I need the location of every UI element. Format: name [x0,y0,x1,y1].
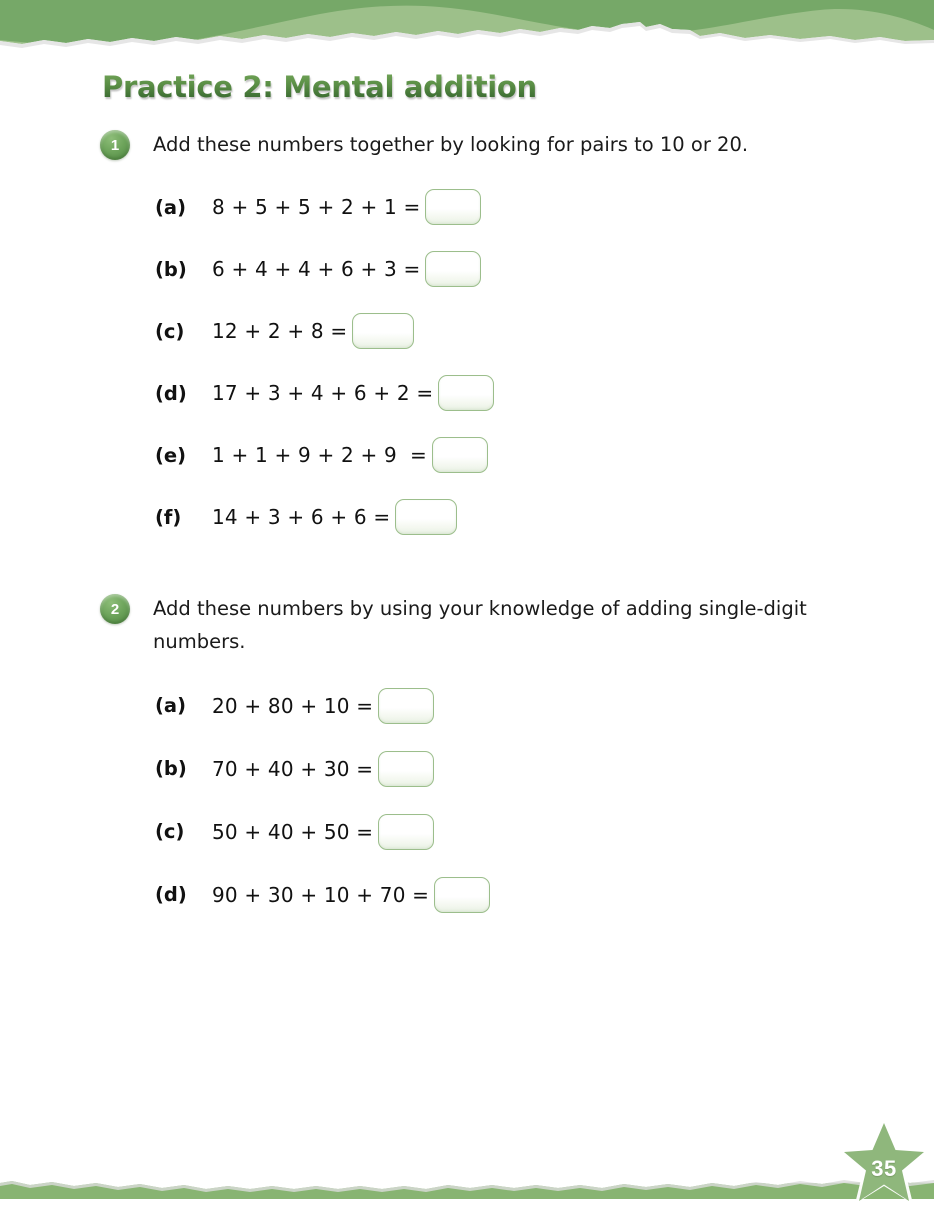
answer-box-1b[interactable] [425,251,481,287]
item-expression-2d: 90 + 30 + 10 + 70 = [212,882,430,907]
answer-box-2c[interactable] [378,814,434,850]
answer-box-1d[interactable] [438,375,494,411]
answer-box-1c[interactable] [352,313,414,349]
list-item [155,300,494,362]
question-instruction-1: Add these numbers together by looking for pairs to 10 or 20. [153,133,749,156]
item-label-1b: (b) [155,257,187,281]
question-number-badge-1: 1 [100,130,130,160]
list-item [155,424,494,486]
item-expression-1c: 12 + 2 + 8 = [212,319,348,343]
list-item [155,486,494,548]
item-label-1a: (a) [155,195,186,219]
item-expression-2b: 70 + 40 + 30 = [212,756,374,781]
question-number-badge-2: 2 [100,594,130,624]
list-item [155,238,494,300]
list-item [155,737,490,800]
list-item [155,176,494,238]
answer-box-1e[interactable] [432,437,488,473]
page-number: 35 [871,1156,897,1181]
item-expression-1f: 14 + 3 + 6 + 6 = [212,505,391,529]
bottom-decorative-banner [0,1150,934,1199]
list-item [155,800,490,863]
item-expression-2a: 20 + 80 + 10 = [212,693,374,718]
item-label-1e: (e) [155,443,187,467]
question-2-items [155,674,490,926]
item-label-2b: (b) [155,757,187,780]
item-label-2a: (a) [155,694,186,717]
item-expression-2c: 50 + 40 + 50 = [212,819,374,844]
star-shape [844,1123,924,1201]
item-label-1d: (d) [155,381,187,405]
list-item [155,362,494,424]
page-number-star [838,1117,930,1205]
item-expression-1e: 1 + 1 + 9 + 2 + 9 = [212,443,427,467]
answer-box-2b[interactable] [378,751,434,787]
item-label-1f: (f) [155,505,182,529]
page-title: Practice 2: Mental addition [102,70,537,104]
item-expression-1b: 6 + 4 + 4 + 6 + 3 = [212,257,421,281]
item-expression-1d: 17 + 3 + 4 + 6 + 2 = [212,381,434,405]
item-label-2d: (d) [155,883,187,906]
item-expression-1a: 8 + 5 + 5 + 2 + 1 = [212,195,421,219]
list-item [155,863,490,926]
item-label-1c: (c) [155,319,185,343]
answer-box-1a[interactable] [425,189,481,225]
question-instruction-2: Add these numbers by using your knowledge of adding single-digit numbers. [153,597,807,653]
answer-box-1f[interactable] [395,499,457,535]
item-label-2c: (c) [155,820,185,843]
answer-box-2a[interactable] [378,688,434,724]
list-item [155,674,490,737]
answer-box-2d[interactable] [434,877,490,913]
question-1-items [155,176,494,548]
